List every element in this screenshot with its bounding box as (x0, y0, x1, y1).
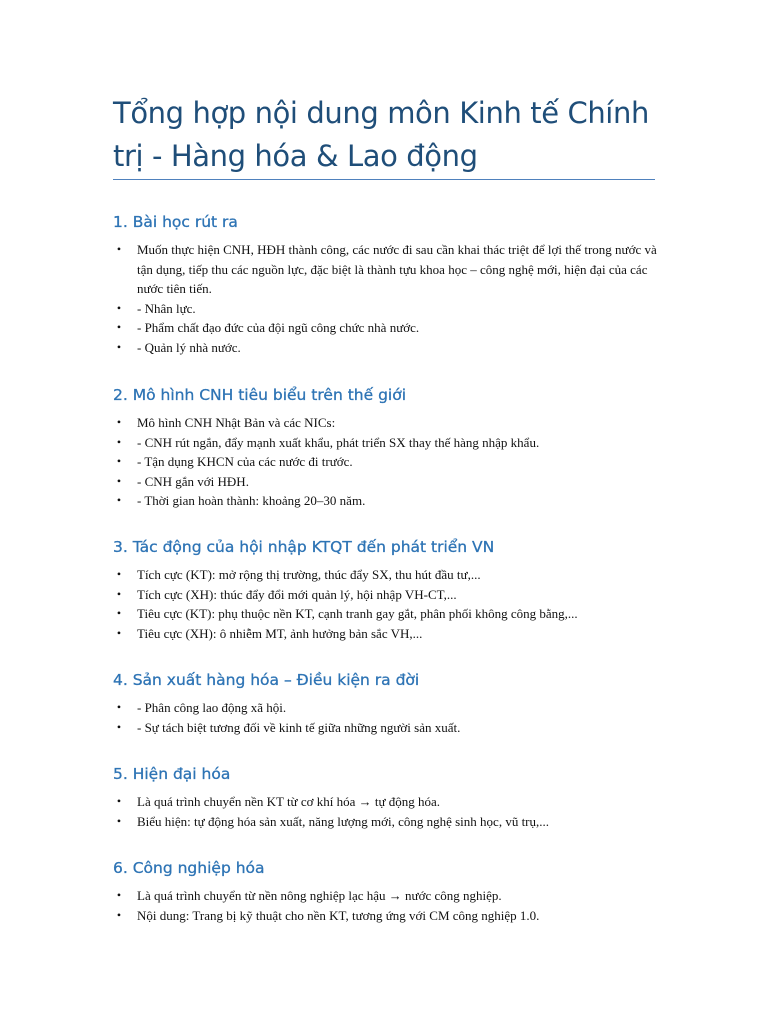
list-item (113, 698, 673, 718)
bullet-list (113, 792, 673, 831)
list-item (113, 299, 673, 319)
bullet-list (113, 413, 673, 511)
list-item-text: - Nhân lực. (137, 300, 196, 316)
list-item (113, 604, 673, 624)
bullet-icon: • (116, 606, 122, 620)
bullet-icon: • (116, 907, 122, 922)
bullet-list (113, 886, 673, 925)
bullet-icon: • (116, 339, 122, 354)
list-item (113, 585, 673, 605)
bullet-icon: • (116, 567, 122, 581)
section-san-xuat-hang-hoa (113, 669, 673, 737)
list-item (113, 472, 673, 492)
bullet-icon: • (116, 454, 122, 468)
bullet-icon: • (116, 719, 122, 734)
list-item (113, 792, 673, 812)
list-item-text: - Thời gian hoàn thành: khoảng 20–30 năm. (137, 493, 366, 508)
bullet-icon: • (116, 415, 122, 429)
list-item-text: - Tận dụng KHCN của các nước đi trước. (137, 454, 353, 469)
list-item (113, 452, 673, 472)
list-item (113, 886, 673, 906)
section-heading: 2. Mô hình CNH tiêu biểu trên thế giới (113, 386, 407, 404)
bullet-icon: • (116, 300, 122, 315)
section-heading: 6. Công nghiệp hóa (113, 859, 265, 877)
list-item (113, 491, 673, 511)
bullet-list (113, 240, 673, 357)
bullet-icon: • (116, 888, 122, 902)
list-item (113, 906, 673, 926)
bullet-icon: • (116, 242, 122, 256)
section-cong-nghiep-hoa (113, 857, 673, 925)
bullet-icon: • (116, 493, 122, 507)
list-item (113, 624, 673, 644)
list-item-text: Là quá trình chuyển nền KT từ cơ khí hóa → tự động hóa. (137, 794, 441, 809)
list-item (113, 338, 673, 358)
list-item (113, 318, 673, 338)
bullet-icon: • (116, 320, 122, 334)
list-item-text: - Quản lý nhà nước. (137, 339, 241, 355)
bullet-icon: • (116, 473, 122, 488)
bullet-icon: • (116, 813, 122, 828)
bullet-list (113, 565, 673, 643)
list-item (113, 718, 673, 738)
bullet-icon: • (116, 700, 122, 714)
section-mo-hinh-cnh (113, 384, 673, 511)
list-item-text: Mô hình CNH Nhật Bản và các NICs: (137, 415, 336, 430)
section-heading: 4. Sản xuất hàng hóa – Điều kiện ra đời (113, 671, 420, 689)
section-tac-dong-hoi-nhap (113, 536, 673, 643)
list-item-text: Biểu hiện: tự động hóa sản xuất, năng lượng mới, công nghệ sinh học, vũ trụ,... (137, 813, 550, 829)
list-item (113, 812, 673, 832)
section-heading: 1. Bài học rút ra (113, 213, 238, 231)
list-item-text: - CNH rút ngắn, đẩy mạnh xuất khẩu, phát triển SX thay thế hàng nhập khẩu. (137, 434, 540, 450)
list-item (113, 413, 673, 433)
bullet-icon: • (116, 625, 122, 640)
bullet-icon: • (116, 586, 122, 601)
bullet-list (113, 698, 673, 737)
list-item-text: - Phẩm chất đạo đức của đội ngũ công chức nhà nước. (137, 320, 420, 335)
list-item-text: - Phân công lao động xã hội. (137, 700, 287, 715)
section-bai-hoc-rut-ra (113, 211, 673, 357)
bullet-icon: • (116, 794, 122, 808)
list-item-text: Muốn thực hiện CNH, HĐH thành công, các nước đi sau cần khai thác triệt để lợi thế trong nước và tận dụng, tiếp thu các nguồn lực, đặc biệt là thành tựu khoa học – công nghệ mới, hiện đại của các nước tiên tiến. (137, 242, 657, 296)
section-heading: 5. Hiện đại hóa (113, 765, 231, 783)
list-item (113, 433, 673, 453)
list-item-text: Nội dung: Trang bị kỹ thuật cho nền KT, tương ứng với CM công nghiệp 1.0. (137, 907, 540, 923)
section-hien-dai-hoa (113, 763, 673, 831)
section-heading: 3. Tác động của hội nhập KTQT đến phát triển VN (113, 538, 495, 556)
list-item-text: Tiêu cực (KT): phụ thuộc nền KT, cạnh tranh gay gắt, phân phối không công bằng,... (137, 606, 578, 621)
bullet-icon: • (116, 434, 122, 449)
list-item-text: - CNH gắn với HĐH. (137, 473, 249, 489)
list-item (113, 565, 673, 585)
page-title: Tổng hợp nội dung môn Kinh tế Chính trị - Hàng hóa & Lao động (113, 96, 649, 173)
list-item-text: Tiêu cực (XH): ô nhiễm MT, ảnh hưởng bản sắc VH,... (137, 625, 423, 641)
list-item-text: Tích cực (XH): thúc đẩy đổi mới quản lý, hội nhập VH-CT,... (137, 586, 457, 602)
list-item-text: Tích cực (KT): mở rộng thị trường, thúc đẩy SX, thu hút đầu tư,... (137, 567, 481, 582)
list-item-text: Là quá trình chuyển từ nền nông nghiệp lạc hậu → nước công nghiệp. (137, 888, 502, 903)
list-item (113, 240, 673, 299)
title-divider (113, 179, 655, 180)
list-item-text: - Sự tách biệt tương đối về kinh tế giữa những người sản xuất. (137, 719, 461, 735)
